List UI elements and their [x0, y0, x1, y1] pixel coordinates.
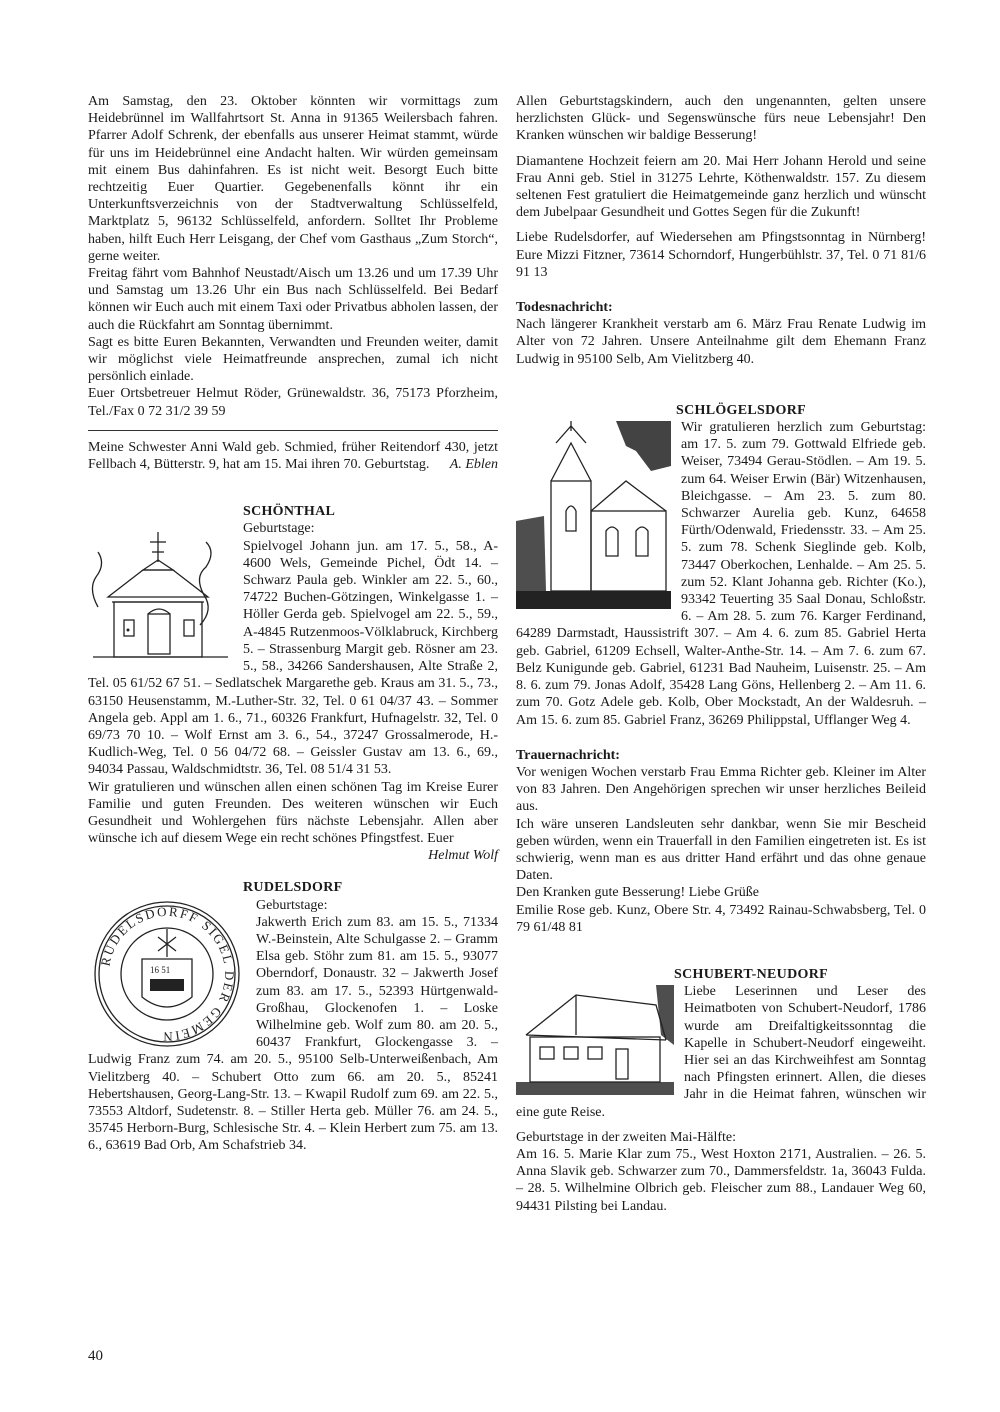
- seal-inscription: RUDELSDORFF SIGEL DER GEMEIN: [97, 903, 238, 1044]
- wald-birthday-note: Meine Schwester Anni Wald geb. Schmied, früher Reitendorf 430, jetzt Fellbach 4, Bütterstr. 9, hat am 15. Mai ihren 70. Geburtstag. A. Eblen: [88, 439, 498, 473]
- schubert-birthdays: Am 16. 5. Marie Klar zum 75., West Hoxton 2171, Australien. – 26. 5. Anna Slavik geb. Schwarzer zum 70., Dammersfeldstr. 1a, 36043 Fulda. – 28. 5. Wilhelmine Olbrich geb. Fleischer zum 88., Landauer Weg 60, 94431 Pilsting bei Landau.: [516, 1146, 926, 1214]
- intro-paragraph: Am Samstag, den 23. Oktober könnten wir vormittags zum Heidebrünnel im Wallfahrtsort St. Anna in 91365 Weilersbach fahren. Pfarrer Adolf Schrenk, der ebenfalls aus unserer Heimat stammt, würde für uns im Heidebrünnel eine Andacht halten. Wir würden gemeinsam mit einem Bus dahinfahren. Es ist nicht weit. Besorgt Euch bitte rechtzeitig Euer Quartier. Gegebenenfalls könnt ihr ein Unterkunftsverzeichnis von der Stadtverwaltung Schlüsselfeld, Marktplatz 5, 96132 Schlüsselfeld, anfordern. Solltet Ihr Probleme haben, hilft Euch Herr Leisgang, der Chef vom Gasthaus „Zum Storch“, gerne weiter.: [88, 94, 498, 264]
- rudelsdorf-seal: [88, 899, 246, 1049]
- schloegelsdorf-title: SCHLÖGELSDORF: [676, 402, 806, 418]
- schoenthal-birthdays: Spielvogel Johann jun. am 17. 5., 58., A-4600 Wels, Gemeinde Pichel, Ödt 14. – Schwarz Paula geb. Winkler am 22. 5., 60., 74722 Buchen-Götzingen, Winkelgasse 1. – Höller Gerda geb. Spielvogel am 22. 5., 59., A-4845 Rutzenmoos-Völklabruck, Kirchberg 5. – Strassenburg Margit geb. Rösner am 23. 5., 58., 34266 Sandershausen, Alte Straße 2, Tel. 05 61/52 67 51. – Sedlatschek Margarethe geb. Kraus am 31. 5., 73., 63150 Heusenstamm, M.-Luther-Str. 32, Tel. 0 61 04/37 43. – Sommer Angela geb. Appl am 1. 6., 71., 60326 Frankfurt, Hufnagelstr. 32, Tel. 0 69/73 70 10. – Wolf Ernst am 3. 6., 54., 37247 Grossalmerode, H.-Kudlich-Weg, Tel. 0 56 04/72 68. – Geissler Gustav am 13. 6., 69., 94034 Passau, Waldschmidtstr. 36, Tel. 08 51/4 31 53.: [88, 538, 498, 778]
- death-notice: Nach längerer Krankheit verstarb am 6. März Frau Renate Ludwig im Alter von 72 Jahren. Unsere Anteilnahme gilt dem Ehemann Franz Ludwig in 95100 Selb, Am Vielitzberg 40.: [516, 317, 926, 367]
- schoenthal-title: SCHÖNTHAL: [243, 504, 336, 520]
- schubert-birthday-heading: Geburtstage in der zweiten Mai-Hälfte:: [516, 1129, 737, 1145]
- schloegelsdorf-section: [516, 402, 926, 729]
- diamond-wedding-paragraph: Diamantene Hochzeit feiern am 20. Mai Herr Johann Herold und seine Frau Anni geb. Stiel in 31275 Lehrte, Köthenwaldstr. 157. Zu diesem seltenen Fest gratuliert die Heimatgemeinde ganz herzlich und wünscht dem Jubelpaar Gesundheit und Gottes Segen für die Zukunft!: [516, 153, 926, 221]
- rudelsdorf-title: RUDELSDORF: [243, 880, 343, 896]
- farewell-paragraph: Liebe Rudelsdorfer, auf Wiedersehen am Pfingstsonntag in Nürnberg! Eure Mizzi Fitzner, 73614 Schorndorf, Hungerbühlstr. 37, Tel. 0 71 81/6 91 13: [516, 230, 926, 280]
- wald-signature: A. Eblen: [449, 457, 498, 473]
- rudelsdorf-subtitle: Geburtstage:: [256, 897, 328, 913]
- mourning-wishes: Den Kranken gute Besserung! Liebe Grüße: [516, 885, 759, 901]
- church-illustration: [516, 421, 671, 609]
- contact-paragraph: Euer Ortsbetreuer Helmut Röder, Grünewaldstr. 36, 75173 Pforzheim, Tel./Fax 0 72 31/2 39 59: [88, 386, 498, 419]
- mourning-heading: Trauernachricht:: [516, 747, 620, 763]
- rudelsdorf-section: [88, 879, 498, 1154]
- mourning-signature: Emilie Rose geb. Kunz, Obere Str. 4, 73492 Rainau-Schwabsberg, Tel. 0 79 61/48 81: [516, 902, 926, 935]
- invite-paragraph: Sagt es bitte Euren Bekannten, Verwandten und Freunden weiter, damit wir möglichst viele Heimatfreunde ansprechen, zumal ich nicht persönlich einlade.: [88, 334, 498, 385]
- page-number: 40: [88, 1348, 103, 1364]
- bus-paragraph: Freitag fährt vom Bahnhof Neustadt/Aisch um 13.26 und um 17.39 Uhr und Samstag um 13.26 Uhr ein Bus nach Schlüsselfeld. Bei Bedarf können wir Euch auch mit einem Taxi oder Privatbus abholen lassen, der auch die Rückfahrt am Sonntag übernimmt.: [88, 266, 498, 333]
- chapel-illustration: [88, 522, 233, 672]
- left-column: [88, 93, 498, 1155]
- schoenthal-signature: Helmut Wolf: [428, 848, 498, 864]
- farmhouse-illustration: [516, 985, 674, 1095]
- schoenthal-section: [88, 503, 498, 864]
- schoenthal-closing: Wir gratulieren und wünschen allen einen schönen Tag im Kreise Eurer Familie und guten Freunden. Des weiteren wünschen wir Euch Gesundheit und Wohlergehen fürs nächste Lebensjahr. Allen aber wünsche ich auf diesem Wege ein recht schönes Pfingstfest. Euer Helmut Wolf: [88, 779, 498, 864]
- schoenthal-subtitle: Geburtstage:: [243, 521, 315, 537]
- rudelsdorf-birthdays: Jakwerth Erich zum 83. am 15. 5., 71334 W.-Beinstein, Alte Schulgasse 2. – Gramm Elsa geb. Stöhr zum 81. am 15. 5., 93077 Oberndorf, Donaustr. 32 – Jakwerth Josef zum 83. am 17. 5., 52393 Hürtgenwald-Großhau, Glockenofen 1. – Loske Wilhelmine geb. Wolf zum 80. am 20. 5., 60437 Frankfurt, Glockengasse 3. – Ludwig Franz zum 74. am 20. 5., 95100 Selb-Unterweißenbach, Am Vielitzberg 40. – Schubert Otto zum 66. am 20. 5., 85241 Hebertshausen, Georg-Lang-Str. 13. – Kwapil Rudolf zum 69. am 22. 5., 73553 Altdorf, Sudetenstr. 8. – Stiller Herta geb. Müller 76. am 24. 5., 35745 Herborn-Burg, Schlesische Str. 4. – Klein Herbert zum 75. am 13. 6., 63619 Bad Orb, Am Schafstrieb 34.: [88, 914, 498, 1154]
- divider: [88, 430, 498, 431]
- schubert-section: [516, 966, 926, 1215]
- seal-year: 16 51: [150, 964, 171, 975]
- schubert-letter: Liebe Leserinnen und Leser des Heimatboten von Schubert-Neudorf, 1786 wurde am Dreifaltigkeitssonntag die Kapelle in Schubert-Neudorf eingeweiht. Hier sei an das Kirchweihfest am Sonntag nach Pfingsten erinnert. Allen, die dieses Jahr in die Heimat fahren, wünschen wir eine gute Reise.: [516, 984, 926, 1120]
- right-column: [516, 93, 926, 1215]
- schubert-title: SCHUBERT-NEUDORF: [674, 966, 828, 982]
- death-heading: Todesnachricht:: [516, 300, 613, 316]
- mourning-notice: Vor wenigen Wochen verstarb Frau Emma Richter geb. Kleiner im Alter von 83 Jahren. Den Angehörigen sprechen wir unser herzliches Beileid aus.: [516, 764, 926, 815]
- mourning-request: Ich wäre unseren Landsleuten sehr dankbar, wenn Sie mir Bescheid geben würden, wenn ein Trauerfall in den Familien eingetreten ist. Es ist schwierig, wenn man es aus dritter Hand erfährt und das ohne genaue Daten.: [516, 816, 926, 884]
- schloegelsdorf-birthdays: Wir gratulieren herzlich zum Geburtstag: am 17. 5. zum 79. Gottwald Elfriede geb. Weiser, 73494 Gerau-Stödlen. – Am 19. 5. zum 64. Weiser Erwin (Bär) Witzenhausen, Bleichgasse. – Am 23. 5. zum 80. Schwarzer Aurelia geb. Kunz, 64658 Fürth/Odenwald, Friedensstr. 33. – Am 25. 5. zum 78. Schenk Sieglinde geb. Kolb, 73447 Oberkochen, Lenhalde. – Am 25. 5. zum 52. Klant Johanna geb. Richter (Ko.), 93342 Teuerting 35 Saal Donau, Schloßstr. 6. – Am 28. 5. zum 76. Karger Ferdinand, 64289 Darmstadt, Haussistrift 307. – Am 4. 6. zum 85. Gabriel Herta geb. Gabriel, 61209 Echsell, Walter-Anthe-Str. 14. – Am 7. 6. zum 67. Belz Kunigunde geb. Gabriel, 61231 Bad Nauheim, Luisenstr. 25. – Am 8. 6. zum 79. Jonas Adolf, 35428 Lang Göns, Hellenberg 2. – Am 11. 6. zum 70. Gotz Adele geb. Kolb, Ober Mockstadt, An der Waldesruh. – Am 15. 6. zum 85. Gabriel Franz, 36269 Philippstal, Ufflanger Weg 4.: [516, 420, 926, 728]
- greetings-paragraph: Allen Geburtstagskindern, auch den ungenannten, gelten unsere herzlichsten Glück- und Segenswünsche fürs neue Lebensjahr! Den Kranken wünschen wir baldige Besserung!: [516, 94, 926, 144]
